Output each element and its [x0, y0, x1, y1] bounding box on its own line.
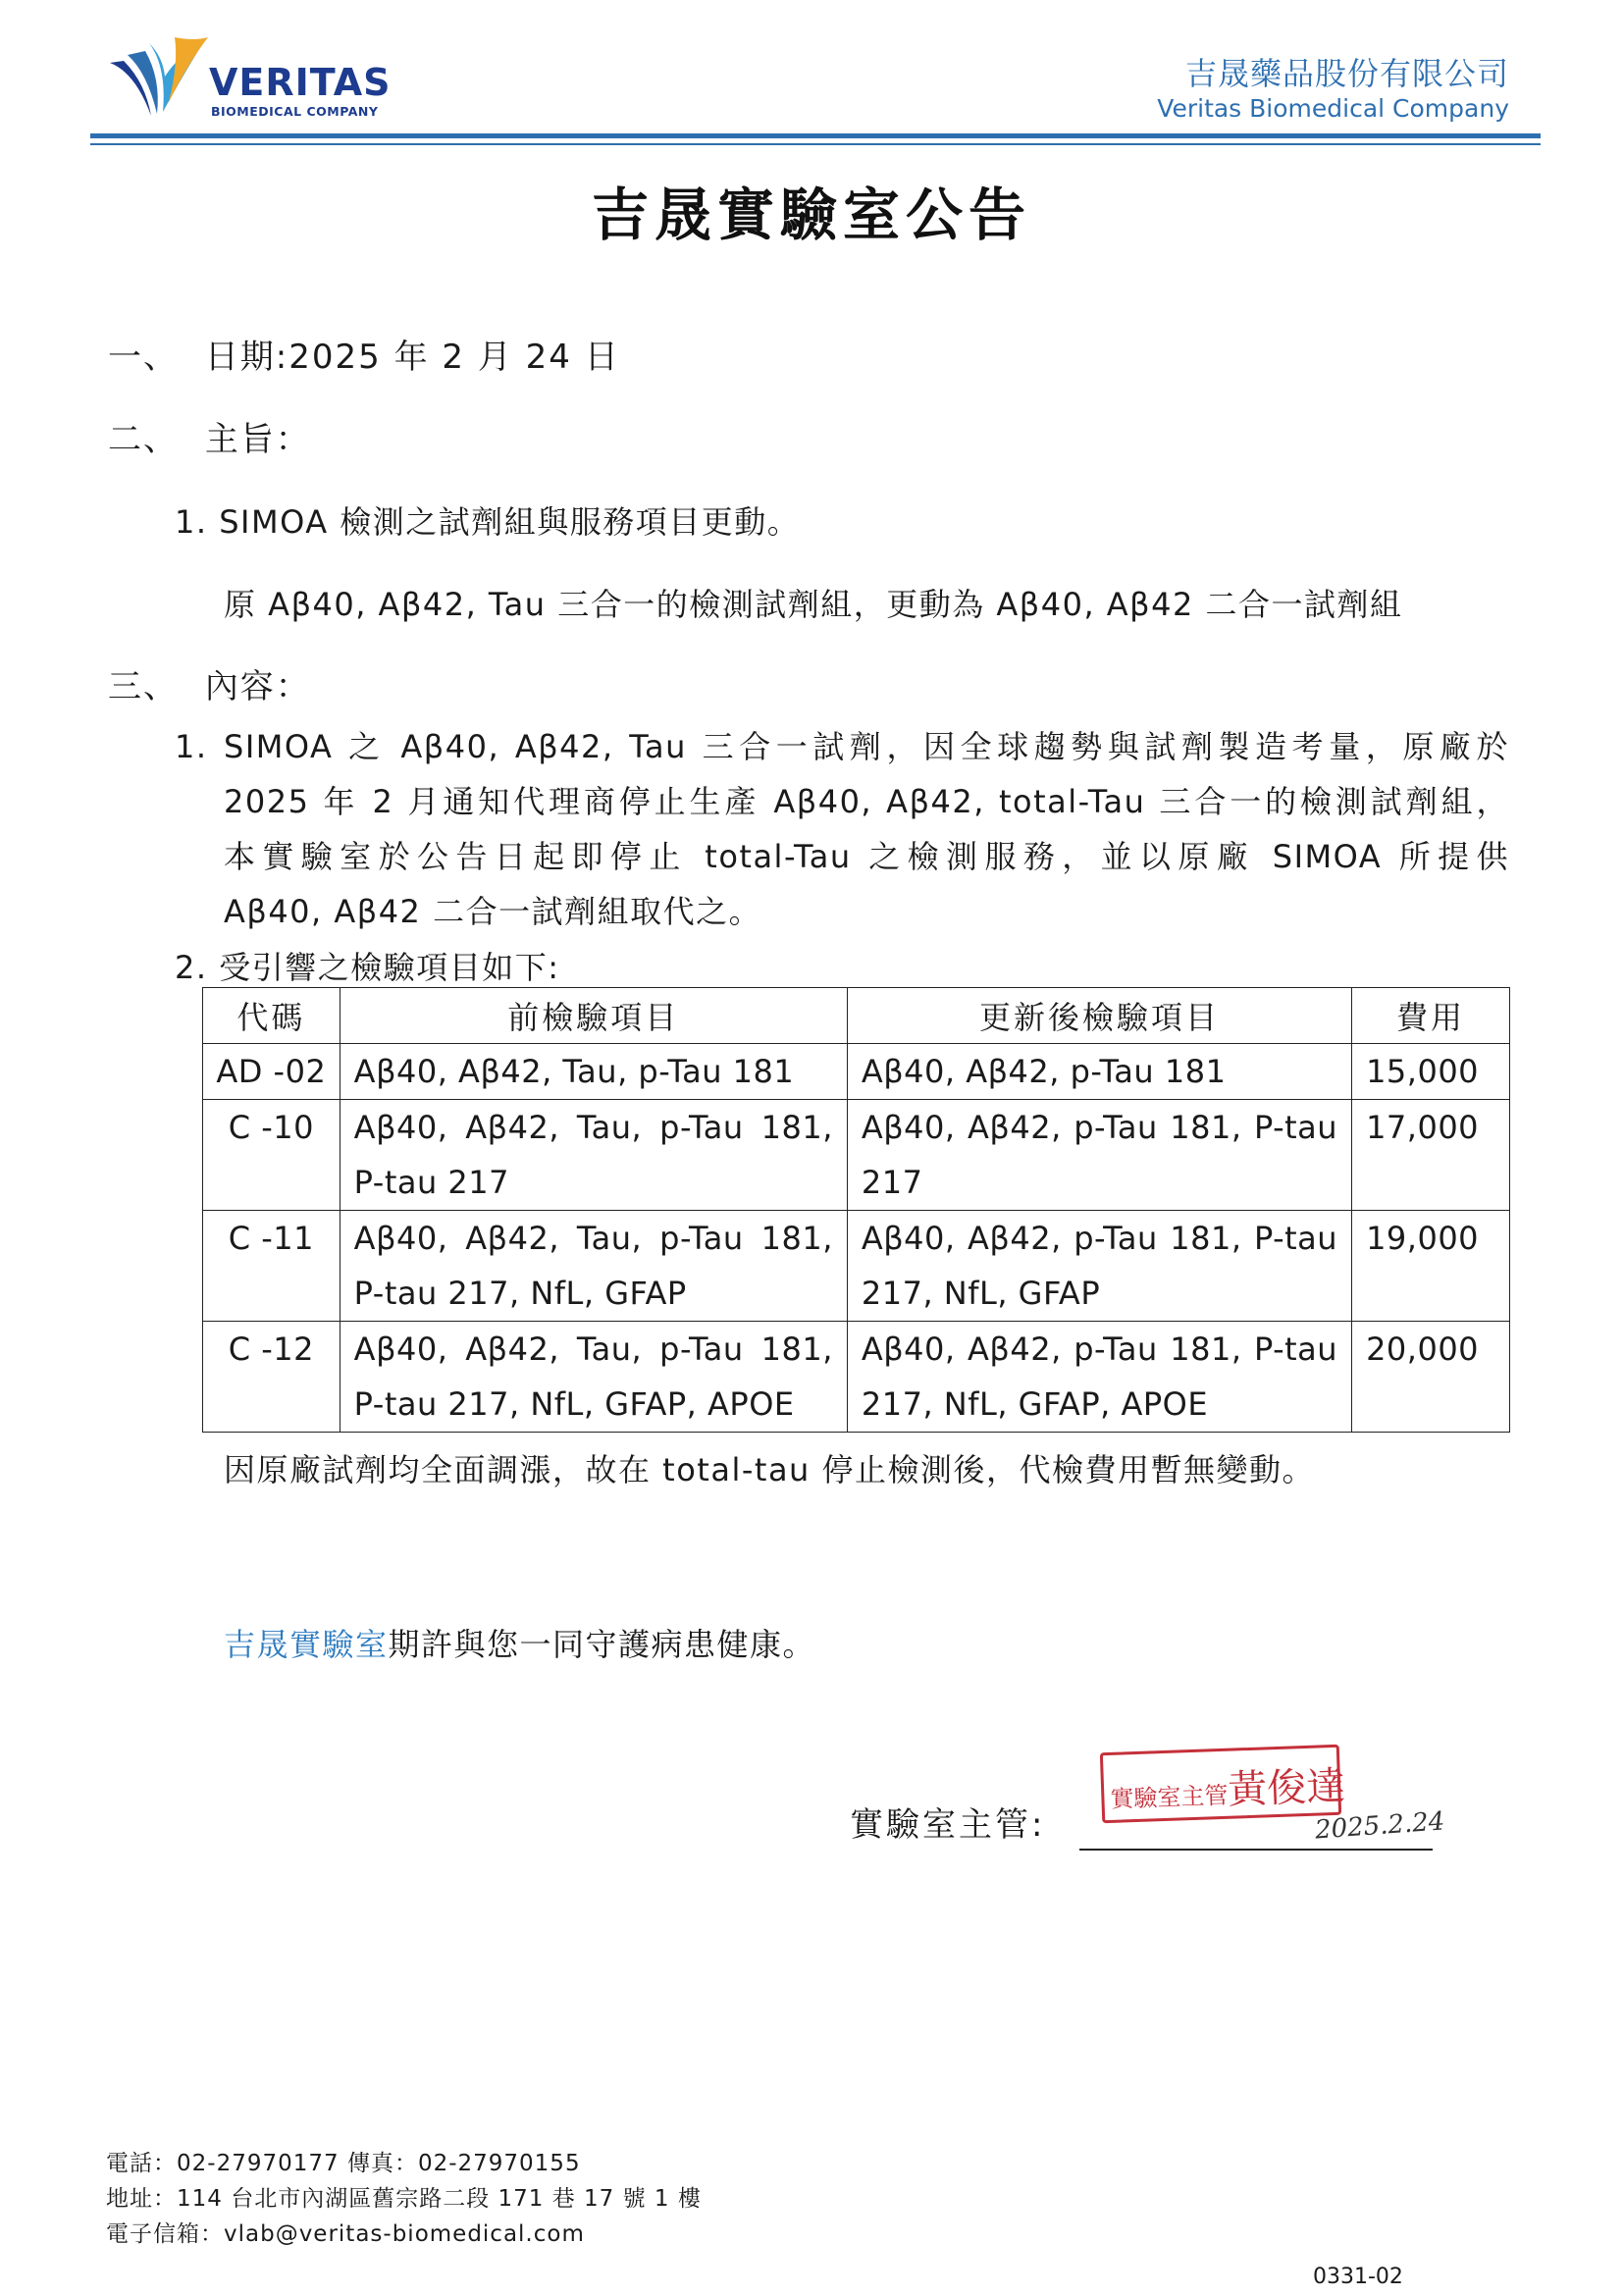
content-item-1-text	[224, 719, 1509, 939]
veritas-v-swoosh-icon	[106, 33, 214, 122]
stamp-name: 黃俊達	[1227, 1763, 1346, 1813]
cell-fee: 17,000	[1352, 1100, 1510, 1211]
text-line: 本實驗室於公告日起即停止 total-Tau 之檢測服務，並以原廠 SIMOA 所提供	[224, 838, 1509, 875]
content-label: 內容：	[204, 667, 311, 706]
document-code: 0331-02	[1313, 2265, 1403, 2289]
text-line: SIMOA 之 Aβ40, Aβ42, Tau 三合一試劑，因全球趨勢與試劑製造考量，原廠於	[224, 728, 1509, 765]
section-number: 一、	[108, 338, 179, 377]
cell-before: Aβ40, Aβ42, Tau, p-Tau 181	[340, 1044, 847, 1100]
section-number: 二、	[108, 420, 179, 459]
supervisor-seal-stamp	[1100, 1745, 1346, 1823]
cell-before: Aβ40, Aβ42, Tau, p-Tau 181, P-tau 217, NfL, GFAP, APOE	[340, 1322, 847, 1433]
header-rule-thick	[90, 133, 1541, 138]
cell-after: Aβ40, Aβ42, p-Tau 181, P-tau 217, NfL, GFAP	[847, 1211, 1351, 1322]
section-purpose-heading	[108, 412, 311, 460]
cell-fee: 20,000	[1352, 1322, 1510, 1433]
cell-fee: 15,000	[1352, 1044, 1510, 1100]
table-row	[203, 1322, 1510, 1433]
section-number: 三、	[108, 667, 179, 706]
content-item-2: 2. 受引響之檢驗項目如下:	[175, 949, 560, 986]
cell-code: C -12	[203, 1322, 340, 1433]
cell-before: Aβ40, Aβ42, Tau, p-Tau 181, P-tau 217	[340, 1100, 847, 1211]
section-content-heading	[108, 659, 311, 707]
text-line: 2025 年 2 月通知代理商停止生產 Aβ40, Aβ42, total-Tau 三合一的檢測試劑組，	[224, 783, 1509, 820]
text-line: Aβ40, Aβ42 二合一試劑組取代之。	[224, 893, 762, 930]
item-number: 1.	[175, 728, 208, 765]
cell-after: Aβ40, Aβ42, p-Tau 181, P-tau 217	[847, 1100, 1351, 1211]
footer-email: 電子信箱：vlab@veritas-biomedical.com	[106, 2221, 585, 2247]
cell-code: AD -02	[203, 1044, 340, 1100]
cell-before: Aβ40, Aβ42, Tau, p-Tau 181, P-tau 217, NfL, GFAP	[340, 1211, 847, 1322]
affected-items-table	[202, 987, 1510, 1433]
closing-lab-name: 吉晟實驗室	[224, 1626, 389, 1663]
table-row	[203, 1211, 1510, 1322]
purpose-label: 主旨：	[204, 420, 311, 459]
header-code: 代碼	[203, 988, 340, 1044]
table-header-row	[203, 988, 1510, 1044]
section-date	[108, 330, 620, 378]
purpose-note: 原 Aβ40, Aβ42, Tau 三合一的檢測試劑組，更動為 Aβ40, Aβ42 二合一試劑組	[224, 586, 1403, 623]
cell-code: C -11	[203, 1211, 340, 1322]
company-name-en: Veritas Biomedical Company	[1157, 94, 1509, 123]
footer-address: 地址：114 台北市內湖區舊宗路二段 171 巷 17 號 1 樓	[106, 2186, 702, 2212]
logo-name: VERITAS	[209, 61, 392, 104]
signature-label: 實驗室主管:	[850, 1805, 1046, 1845]
closing-text: 期許與您一同守護病患健康。	[388, 1626, 816, 1663]
date-label: 日期:	[204, 338, 289, 377]
header-rule-thin	[90, 143, 1541, 145]
company-logo	[106, 33, 392, 122]
cell-code: C -10	[203, 1100, 340, 1211]
fee-note: 因原廠試劑均全面調漲，故在 total-tau 停止檢測後，代檢費用暫無變動。	[224, 1451, 1316, 1488]
logo-subtitle: BIOMEDICAL COMPANY	[211, 104, 379, 119]
header-fee: 費用	[1352, 988, 1510, 1044]
header-after: 更新後檢驗項目	[847, 988, 1351, 1044]
date-value: 2025 年 2 月 24 日	[288, 338, 620, 377]
signature-date: 2025.2.24	[1314, 1806, 1446, 1846]
cell-after: Aβ40, Aβ42, p-Tau 181	[847, 1044, 1351, 1100]
footer-phone: 電話：02-27970177 傳真：02-27970155	[106, 2151, 581, 2176]
table-row	[203, 1100, 1510, 1211]
company-name-zh: 吉晟藥品股份有限公司	[1184, 55, 1509, 92]
page-title: 吉晟實驗室公告	[591, 182, 1031, 248]
purpose-item-1: 1. SIMOA 檢測之試劑組與服務項目更動。	[175, 503, 801, 541]
header-before: 前檢驗項目	[340, 988, 847, 1044]
signature-line	[1079, 1849, 1433, 1851]
table-row	[203, 1044, 1510, 1100]
stamp-text	[1109, 1755, 1346, 1819]
closing-line	[224, 1617, 815, 1672]
cell-after: Aβ40, Aβ42, p-Tau 181, P-tau 217, NfL, GFAP, APOE	[847, 1322, 1351, 1433]
stamp-title: 實驗室主管	[1109, 1781, 1229, 1813]
cell-fee: 19,000	[1352, 1211, 1510, 1322]
